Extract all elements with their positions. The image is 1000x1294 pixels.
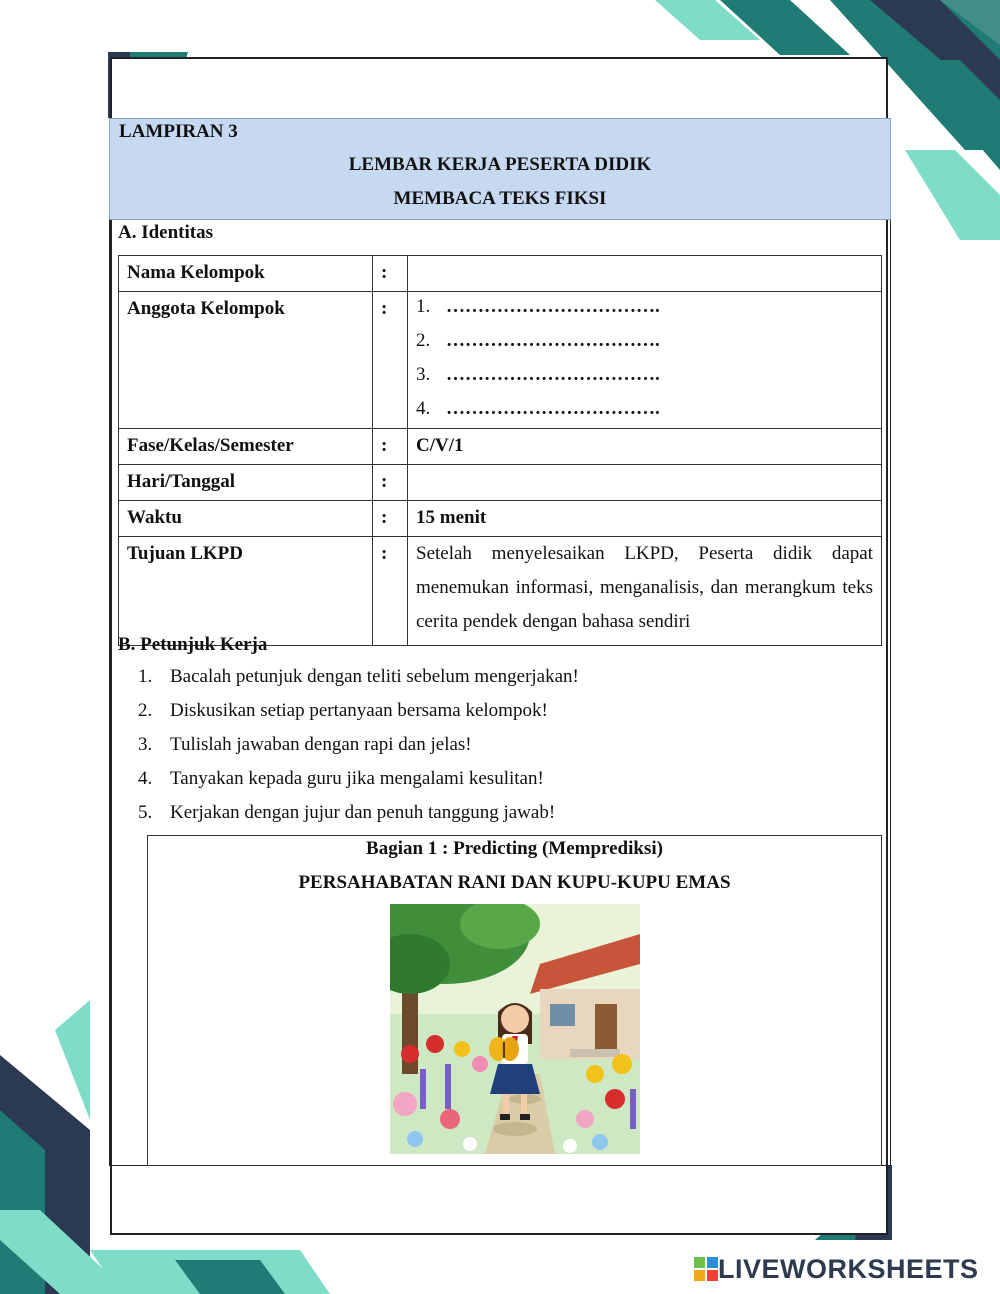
part1-box xyxy=(147,835,882,1166)
rule-number: 1. xyxy=(138,666,153,687)
fase-value: C/V/1 xyxy=(408,429,882,465)
member-item[interactable] xyxy=(416,394,873,428)
colon: : xyxy=(373,256,408,292)
document-header xyxy=(109,118,891,220)
label-anggota-kelompok: Anggota Kelompok xyxy=(119,292,373,429)
list-item xyxy=(138,662,579,696)
member-number: 3. xyxy=(416,364,431,385)
rule-text: Diskusikan setiap pertanyaan bersama kelompok! xyxy=(170,700,548,721)
section-a-heading: A. Identitas xyxy=(118,222,214,243)
rule-number: 3. xyxy=(138,734,153,755)
rule-number: 5. xyxy=(138,802,153,823)
table-row xyxy=(119,256,882,292)
rule-number: 4. xyxy=(138,768,153,789)
waktu-value: 15 menit xyxy=(408,501,882,537)
section-b-heading: B. Petunjuk Kerja xyxy=(118,634,268,655)
member-item[interactable] xyxy=(416,292,873,326)
colon: : xyxy=(373,465,408,501)
table-row xyxy=(119,537,882,646)
identity-table xyxy=(118,255,882,646)
member-number: 2. xyxy=(416,330,431,351)
table-row xyxy=(119,292,882,429)
list-item xyxy=(138,730,579,764)
brand-name: LIVEWORKSHEETS xyxy=(718,1253,979,1284)
instruction-list xyxy=(138,662,579,832)
list-item xyxy=(138,798,579,832)
list-item xyxy=(138,764,579,798)
table-row xyxy=(119,501,882,537)
tujuan-value: Setelah menyelesaikan LKPD, Peserta didik dapat menemukan informasi, menganalisis, dan merangkum teks cerita pendek dengan bahasa sendiri xyxy=(408,537,882,646)
member-blank: ……………………………. xyxy=(446,398,660,419)
label-fase: Fase/Kelas/Semester xyxy=(119,429,373,465)
member-number: 4. xyxy=(416,398,431,419)
colon: : xyxy=(373,537,408,646)
nama-kelompok-field[interactable] xyxy=(408,256,882,292)
part1-title: Bagian 1 : Predicting (Memprediksi) xyxy=(366,838,663,859)
hari-tanggal-field[interactable] xyxy=(408,465,882,501)
liveworksheets-icon xyxy=(694,1257,718,1281)
label-waktu: Waktu xyxy=(119,501,373,537)
member-number: 1. xyxy=(416,296,431,317)
label-nama-kelompok: Nama Kelompok xyxy=(119,256,373,292)
table-row xyxy=(119,465,882,501)
colon: : xyxy=(373,501,408,537)
list-item xyxy=(138,696,579,730)
appendix-label: LAMPIRAN 3 xyxy=(119,121,238,142)
member-item[interactable] xyxy=(416,360,873,394)
story-title: PERSAHABATAN RANI DAN KUPU-KUPU EMAS xyxy=(298,872,731,893)
label-hari-tanggal: Hari/Tanggal xyxy=(119,465,373,501)
rule-text: Bacalah petunjuk dengan teliti sebelum mengerjakan! xyxy=(170,666,579,687)
label-tujuan: Tujuan LKPD xyxy=(119,537,373,646)
rule-text: Tulislah jawaban dengan rapi dan jelas! xyxy=(170,734,472,755)
member-blank: ……………………………. xyxy=(446,330,660,351)
document-subtitle: MEMBACA TEKS FIKSI xyxy=(393,188,607,209)
colon: : xyxy=(373,429,408,465)
member-blank: ……………………………. xyxy=(446,364,660,385)
rule-text: Kerjakan dengan jujur dan penuh tanggung jawab! xyxy=(170,802,556,823)
liveworksheets-logo xyxy=(694,1254,979,1284)
document-title: LEMBAR KERJA PESERTA DIDIK xyxy=(348,154,652,175)
colon: : xyxy=(373,292,408,429)
member-item[interactable] xyxy=(416,326,873,360)
girl-with-butterfly-garden-illustration xyxy=(390,904,640,1154)
rule-number: 2. xyxy=(138,700,153,721)
member-blank: ……………………………. xyxy=(446,296,660,317)
table-row xyxy=(119,429,882,465)
member-list xyxy=(408,292,882,429)
rule-text: Tanyakan kepada guru jika mengalami kesulitan! xyxy=(170,768,544,789)
